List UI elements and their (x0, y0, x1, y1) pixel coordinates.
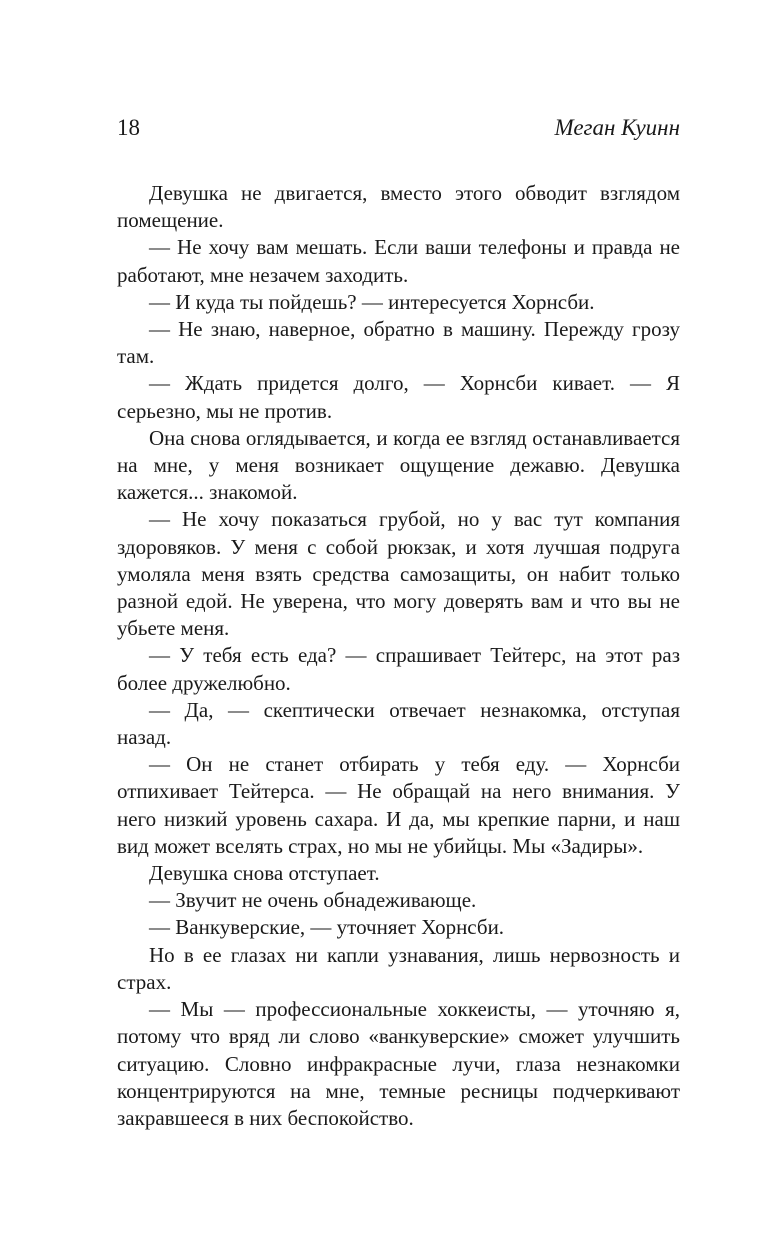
paragraph: — Он не станет отбирать у тебя еду. — Хорнсби отпихивает Тейтерса. — Не обращай на него внимания. У него низкий уровень сахара. И да, мы крепкие парни, и наш вид может вселять страх, но мы не убийцы. Мы «Задиры». (117, 752, 680, 858)
running-title: Меган Куинн (554, 115, 680, 140)
page-number: 18 (117, 115, 140, 140)
paragraph: — Мы — профессиональные хоккеисты, — уточняю я, потому что вряд ли слово «ванкуверские» сможет улучшить ситуацию. Словно инфракрасные лучи, глаза незнакомки концентрируются на мне, темные ресницы подчеркивают закравшееся в них беспокойство. (117, 997, 680, 1130)
paragraph: Девушка снова отступает. (149, 861, 380, 886)
paragraph: Девушка не двигается, вместо этого обводит взглядом помещение. (117, 181, 680, 233)
paragraph: — И куда ты пойдешь? — интересуется Хорнсби. (149, 289, 595, 314)
body-text (117, 180, 680, 1132)
paragraph: — У тебя есть еда? — спрашивает Тейтерс, на этот раз более дружелюбно. (117, 643, 680, 695)
paragraph: — Не знаю, наверное, обратно в машину. Пережду грозу там. (117, 317, 680, 369)
paragraph: — Да, — скептически отвечает незнакомка, отступая назад. (117, 697, 680, 750)
running-head (117, 113, 680, 143)
paragraph: Но в ее глазах ни капли узнавания, лишь нервозность и страх. (117, 942, 680, 994)
paragraph: — Ждать придется долго, — Хорнсби кивает. — Я серьезно, мы не против. (117, 371, 680, 423)
paragraph: — Ванкуверские, — уточняет Хорнсби. (149, 915, 505, 940)
paragraph: — Не хочу показаться грубой, но у вас тут компания здоровяков. У меня с собой рюкзак, и хотя лучшая подруга умоляла меня взять средства самозащиты, он набит только разной едой. Не уверена, что могу доверять вам и что вы не убьете меня. (117, 507, 680, 641)
paragraph: — Не хочу вам мешать. Если ваши телефоны и правда не работают, мне незачем заходить. (117, 235, 680, 287)
paragraph: — Звучит не очень обнадеживающе. (149, 888, 477, 913)
paragraph: Она снова оглядывается, и когда ее взгляд останавливается на мне, у меня возникает ощущение дежавю. Девушка кажется... знакомой. (117, 425, 680, 505)
